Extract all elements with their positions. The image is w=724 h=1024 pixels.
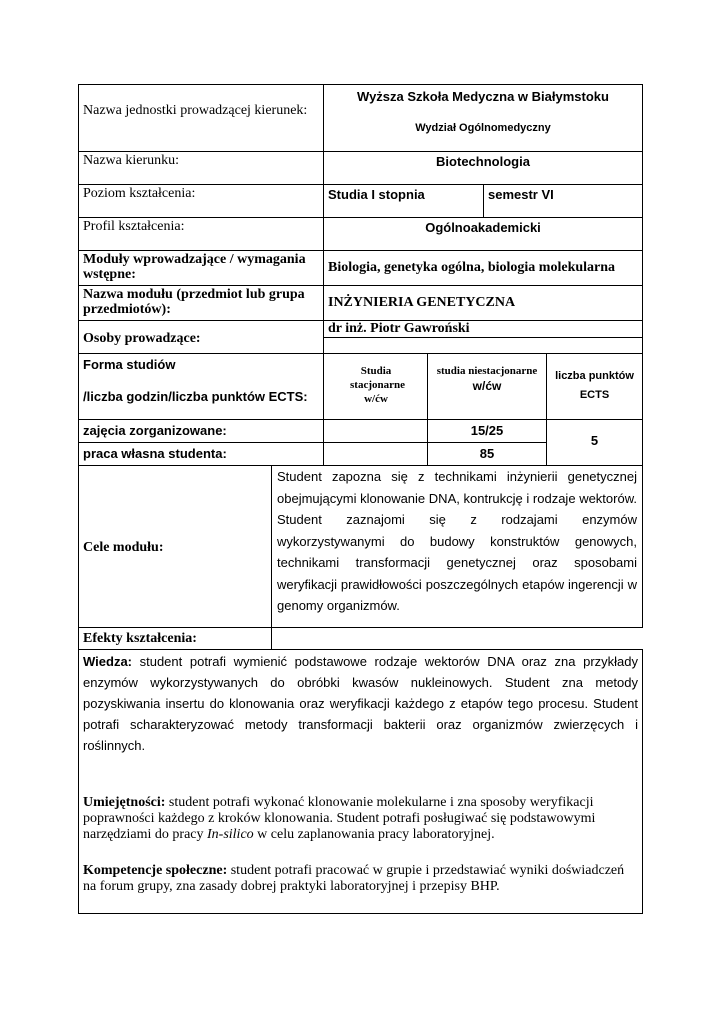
unit-label-cell (78, 84, 324, 152)
teachers-label: Osoby prowadzące: (83, 331, 201, 346)
organized-label: zajęcia zorganizowane: (83, 423, 227, 438)
knowledge-text: student potrafi wymienić podstawowe rodzaje wektorów DNA oraz zna przykłady enzymów wykorzystywanych do obróbki kwasów nukleinowych. Student zna metody pozyskiwania insertu do klonowania oraz weryfikacji każdego z etapów tego procesu. Student potrafi scharakteryzować metody transformacji bakterii oraz organizmów zwierzęcych i roślinnych. (83, 654, 638, 753)
own-work-stationary-cell (323, 442, 428, 466)
outcomes-label: Efekty kształcenia: (83, 631, 197, 646)
nonstationary-col-label-2: w/ćw (472, 379, 502, 393)
goals-text: Student zapozna się z technikami inżynierii genetycznej obejmującymi klonowanie DNA, kontrukcję i rodzaje wektorów. Student zaznajomi się z rodzajami enzymów wykorzystywanymi do budowy konstruktów genowych, technikami transformacji genetycznej oraz sposobami weryfikacji prawidłowości poszczególnych etapów ingerencji w genomy organizmów. (277, 469, 637, 613)
profile-label-cell (78, 217, 324, 251)
social-paragraph (83, 863, 638, 895)
module-value-cell (323, 285, 643, 321)
nonstationary-col-label-1: studia niestacjonarne (436, 365, 538, 377)
prereq-label: Moduły wprowadzające / wymagania wstępne: (83, 252, 306, 282)
organized-nonstationary-cell (427, 419, 547, 443)
module-value: INŻYNIERIA GENETYCZNA (328, 295, 516, 310)
social-label: Kompetencje społeczne: (83, 863, 228, 878)
field-value: Biotechnologia (436, 154, 530, 169)
knowledge-label: Wiedza: (83, 654, 132, 669)
teachers-label-cell (78, 320, 324, 354)
nonstationary-col-header (427, 353, 547, 420)
form-label-bottom: /liczba godzin/liczba punktów ECTS: (83, 389, 308, 404)
knowledge-paragraph (83, 651, 638, 756)
unit-value-cell (323, 84, 643, 152)
profile-label: Profil kształcenia: (83, 219, 185, 234)
goals-label-cell (78, 465, 272, 628)
field-label-cell (78, 151, 324, 185)
ects-value: 5 (590, 433, 599, 448)
prereq-label-cell (78, 250, 324, 286)
ects-value-cell (546, 419, 643, 466)
field-value-cell (323, 151, 643, 185)
ects-col-label: liczba punktów ECTS (555, 370, 634, 401)
unit-label: Nazwa jednostki prowadzącej kierunek: (83, 103, 308, 118)
goals-label: Cele modułu: (83, 540, 164, 555)
field-label: Nazwa kierunku: (83, 153, 180, 168)
faculty-name: Wydział Ogólnomedyczny (415, 122, 551, 134)
skills-label: Umiejętności: (83, 795, 166, 810)
skills-paragraph (83, 795, 638, 843)
module-label: Nazwa modułu (przedmiot lub grupa przedmiotów): (83, 287, 305, 317)
teachers-value-cell (323, 320, 643, 338)
organized-nonstationary-value: 15/25 (470, 423, 504, 438)
outcomes-label-cell (78, 627, 272, 650)
outcomes-cell (78, 649, 643, 914)
level-value: Studia I stopnia (328, 187, 425, 202)
own-work-nonstationary-value: 85 (479, 446, 495, 461)
goals-text-cell (271, 465, 643, 628)
prereq-value-cell (323, 250, 643, 286)
module-label-cell (78, 285, 324, 321)
form-label-top: Forma studiów (83, 357, 176, 372)
level-label: Poziom kształcenia: (83, 186, 196, 201)
stationary-col-header (323, 353, 428, 420)
own-work-nonstationary-cell (427, 442, 547, 466)
own-work-label: praca własna studenta: (83, 446, 227, 461)
stationary-col-label: Studia stacjonarne w/ćw (350, 365, 405, 405)
teachers-value: dr inż. Piotr Gawroński (328, 321, 470, 336)
profile-value: Ogólnoakademicki (425, 220, 541, 235)
skills-text-1: student potrafi wykonać klonowanie molekularne i zna sposoby weryfikacji poprawności każdego z kroków klonowania. Student potrafi posługiwać się podstawowymi narzędziami do pracy (83, 795, 596, 842)
own-work-label-cell (78, 442, 324, 466)
semester-cell (483, 184, 643, 218)
form-label-cell (78, 353, 324, 420)
profile-value-cell (323, 217, 643, 251)
level-label-cell (78, 184, 324, 218)
social-text: student potrafi pracować w grupie i przedstawiać wyniki doświadczeń na forum grupy, zna zasady dobrej praktyki laboratoryjnej i przepisy BHP. (83, 863, 625, 894)
level-value-cell (323, 184, 484, 218)
skills-italic: In-silico (207, 827, 254, 842)
skills-text-2: w celu zaplanowania pracy laboratoryjnej. (253, 827, 495, 842)
organized-stationary-cell (323, 419, 428, 443)
organized-label-cell (78, 419, 324, 443)
prereq-value: Biologia, genetyka ogólna, biologia molekularna (328, 260, 616, 275)
teachers-extra-cell (323, 337, 643, 354)
ects-col-header (546, 353, 643, 420)
semester-value: semestr VI (488, 187, 554, 202)
university-name: Wyższa Szkoła Medyczna w Białymstoku (357, 89, 609, 104)
